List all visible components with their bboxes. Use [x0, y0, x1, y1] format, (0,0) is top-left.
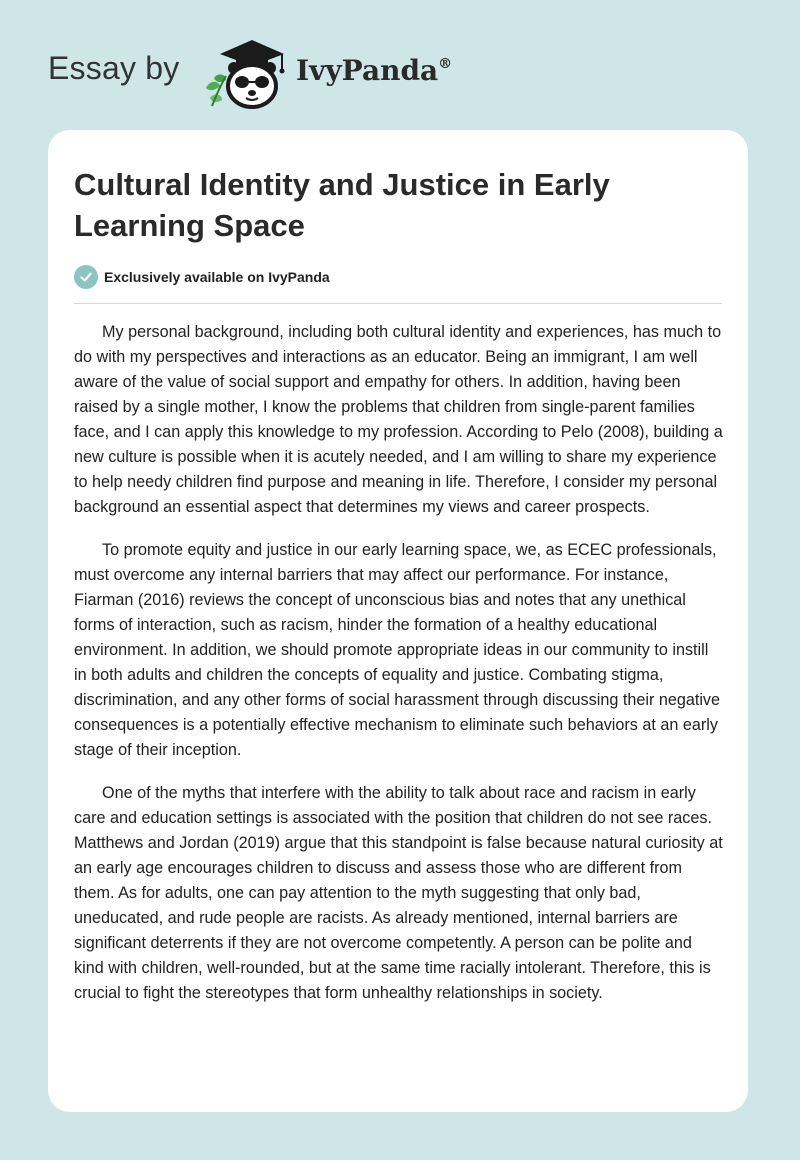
exclusive-label: Exclusively available on IvyPanda	[104, 269, 330, 285]
exclusive-badge	[74, 264, 330, 290]
check-icon	[74, 265, 98, 289]
paragraph: My personal background, including both cultural identity and experiences, has much to do with my perspectives and interactions as an educator. Being an immigrant, I am well aware of the value of social support and empathy for others. In addition, having been raised by a single mother, I know the problems that children from single-parent families face, and I can apply this knowledge to my profession. According to Pelo (2008), building a new culture is possible when it is acutely needed, and I am willing to share my experience to help needy children find purpose and meaning in life. Therefore, I consider my personal background an essential aspect that determines my views and career prospects.	[74, 323, 723, 516]
trademark-symbol: ®	[438, 55, 453, 72]
essay-title: Cultural Identity and Justice in Early Learning Space	[74, 167, 610, 243]
site-header	[48, 30, 748, 110]
divider	[74, 303, 722, 304]
essay-body	[74, 320, 724, 1024]
ivypanda-logo-icon[interactable]	[200, 36, 294, 110]
essay-card	[48, 130, 748, 1112]
paragraph: To promote equity and justice in our early learning space, we, as ECEC professionals, must overcome any internal barriers that may affect our performance. For instance, Fiarman (2016) reviews the concept of unconscious bias and notes that any unethical forms of interaction, such as racism, hinder the formation of a healthy educational environment. In addition, we should promote appropriate ideas in our community to instill in both adults and children the concepts of equality and justice. Combating stigma, discrimination, and any other forms of social harassment through discussing their negative consequences is a potentially effective mechanism to eliminate such behaviors at an early stage of their inception.	[74, 541, 721, 759]
paragraph: One of the myths that interfere with the ability to talk about race and racism in early care and education settings is associated with the position that children do not see races. Matthews and Jordan (2019) argue that this standpoint is false because natural curiosity at an early age encourages children to discuss and assess those who are different from them. As for adults, one can pay attention to the myth suggesting that only bad, uneducated, and rude people are racists. As already mentioned, internal barriers are significant deterrents if they are not overcome competently. A person can be polite and kind with children, well-rounded, but at the same time racially intolerant. Therefore, this is crucial to fight the stereotypes that form unhealthy relationships in society.	[74, 784, 723, 1002]
brand-name-text: IvyPanda	[296, 54, 439, 87]
ivypanda-wordmark[interactable]	[296, 54, 452, 87]
essay-by-label: Essay by	[48, 50, 180, 86]
